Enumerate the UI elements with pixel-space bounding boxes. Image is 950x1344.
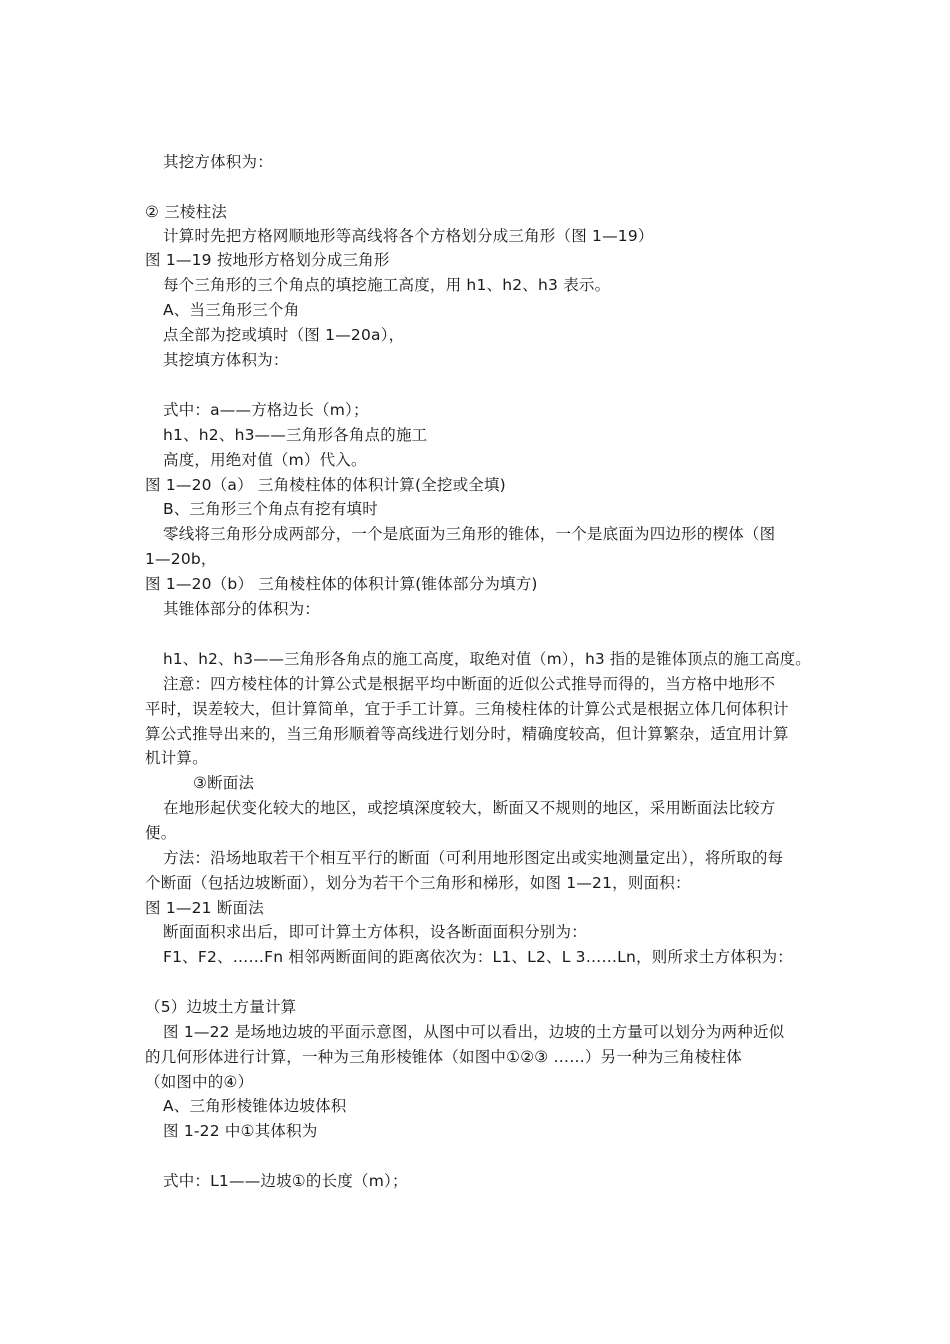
- section-heading: ③断面法: [193, 774, 255, 792]
- text-line: 图 1-22 中①其体积为: [163, 1122, 318, 1140]
- text-line: 其锥体部分的体积为：: [163, 600, 321, 618]
- figure-caption: 图 1—20（b） 三角棱柱体的体积计算(锥体部分为填方): [145, 575, 538, 593]
- text-line: 便。: [145, 824, 177, 842]
- text-line: 点全部为挖或填时（图 1—20a），: [163, 326, 405, 344]
- text-line: （如图中的④）: [145, 1073, 254, 1091]
- figure-caption: 图 1—21 断面法: [145, 899, 264, 917]
- text-line: 的几何形体进行计算，一种为三角形棱锥体（如图中①②③ ……）另一种为三角棱柱体: [145, 1048, 742, 1066]
- text-line: 断面面积求出后，即可计算土方体积，设各断面面积分别为：: [163, 923, 587, 941]
- text-line: 式中：L1——边坡①的长度（m）；: [163, 1172, 408, 1190]
- text-line: 个断面（包括边坡断面），划分为若干个三角形和梯形，如图 1—21，则面积：: [145, 874, 691, 892]
- text-line: h1、h2、h3——三角形各角点的施工高度，取绝对值（m），h3 指的是锥体顶点的施工高度。: [163, 650, 811, 668]
- text-line: 图 1—22 是场地边坡的平面示意图，从图中可以看出，边坡的土方量可以划分为两种近似: [163, 1023, 785, 1041]
- text-line: 零线将三角形分成两部分，一个是底面为三角形的锥体，一个是底面为四边形的楔体（图: [163, 525, 776, 543]
- text-line: 注意：四方棱柱体的计算公式是根据平均中断面的近似公式推导而得的，当方格中地形不: [163, 675, 776, 693]
- figure-caption: 图 1—19 按地形方格划分成三角形: [145, 251, 390, 269]
- figure-caption: 图 1—20（a） 三角棱柱体的体积计算(全挖或全填): [145, 476, 506, 494]
- section-heading: ② 三棱柱法: [145, 203, 228, 221]
- text-line: F1、F2、……Fn 相邻两断面间的距离依次为：L1、L2、L 3……Ln，则所求土方体积为：: [163, 948, 793, 966]
- text-line: A、当三角形三个角: [163, 301, 300, 319]
- text-line: B、三角形三个角点有挖有填时: [163, 500, 378, 518]
- text-line: 在地形起伏变化较大的地区，或挖填深度较大，断面又不规则的地区，采用断面法比较方: [163, 799, 776, 817]
- text-line: 平时，误差较大，但计算简单，宜于手工计算。三角棱柱体的计算公式是根据立体几何体积计: [145, 700, 789, 718]
- text-line: 其挖填方体积为：: [163, 351, 289, 369]
- text-line: 1—20b，: [145, 550, 217, 568]
- text-line: 其挖方体积为：: [163, 153, 273, 171]
- section-heading: （5）边坡土方量计算: [145, 998, 297, 1016]
- text-line: 式中：a——方格边长（m）；: [163, 401, 369, 419]
- text-line: 计算时先把方格网顺地形等高线将各个方格划分成三角形（图 1—19）: [163, 227, 654, 245]
- text-line: 高度，用绝对值（m）代入。: [163, 451, 367, 469]
- text-line: 算公式推导出来的，当三角形顺着等高线进行划分时，精确度较高，但计算繁杂，适宜用计算: [145, 725, 789, 743]
- text-line: h1、h2、h3——三角形各角点的施工: [163, 426, 428, 444]
- text-line: 机计算。: [145, 749, 208, 767]
- text-line: 方法：沿场地取若干个相互平行的断面（可利用地形图定出或实地测量定出），将所取的每: [163, 849, 784, 867]
- text-line: A、三角形棱锥体边坡体积: [163, 1097, 347, 1115]
- text-line: 每个三角形的三个角点的填挖施工高度，用 h1、h2、h3 表示。: [163, 276, 611, 294]
